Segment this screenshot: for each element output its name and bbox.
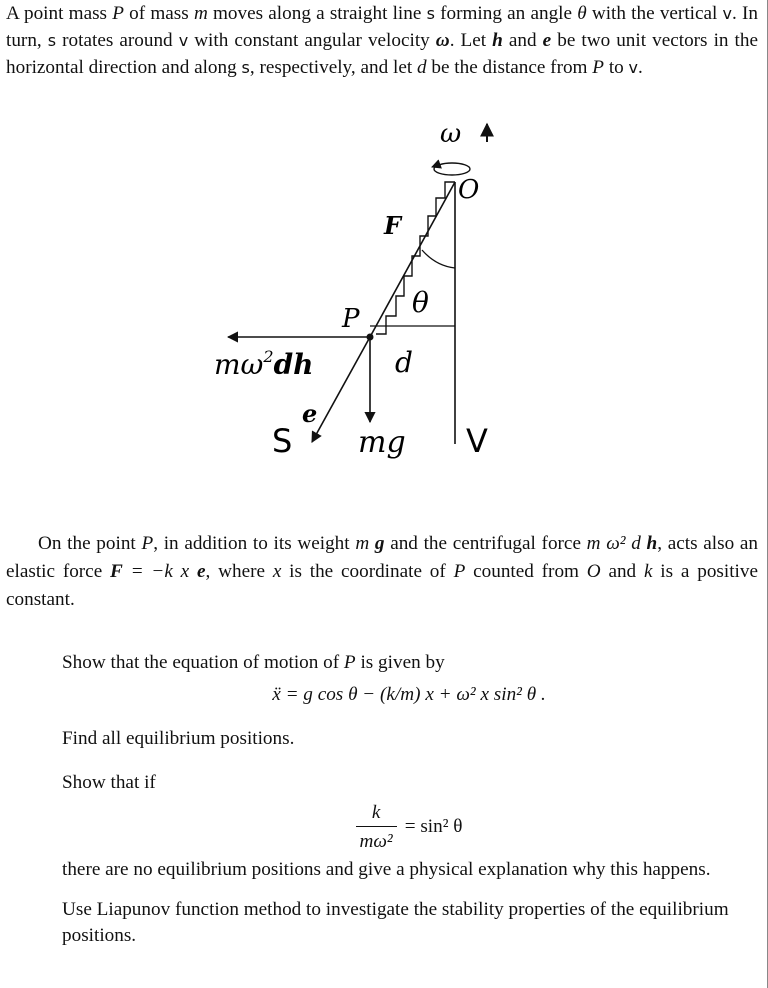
intro-text: and — [502, 30, 543, 51]
condition-equation: $\frac{k}{\text{mω²}}$ = sin² θ — [62, 800, 756, 855]
task-list — [62, 650, 756, 949]
symbol-P: P — [453, 561, 466, 582]
symbol-s: s — [426, 4, 435, 23]
symbol-h: h — [646, 533, 658, 554]
task-liapunov: Use Liapunov function method to investigate the stability properties of the equilibrium positions. — [62, 899, 729, 946]
forces-text: is the coordinate of — [281, 561, 454, 582]
task-equation-of-motion: Show that the equation of motion of P is given by — [62, 652, 445, 673]
intro-text: be the distance from — [426, 57, 593, 78]
fraction: $\frac{k}{\text{mω²}}$ — [356, 800, 397, 855]
forces-text: On the point — [38, 533, 142, 554]
task-equilibrium: Find all equilibrium positions. — [62, 728, 295, 749]
forces-text: is a positive constant. — [6, 561, 758, 610]
symbol-v: v — [178, 31, 189, 50]
symbol-F: F — [110, 561, 123, 582]
F-label: F — [384, 211, 402, 240]
intro-text: moves along a straight line — [207, 3, 427, 24]
O-label: O — [458, 175, 480, 205]
P-label: P — [342, 304, 360, 334]
forces-text: , in addition to its weight — [153, 533, 356, 554]
intro-text: , respectively, and let — [249, 57, 417, 78]
intro-text: . In turn, — [6, 3, 758, 51]
task-no-equilibrium: Show that if — [62, 772, 156, 793]
centrifugal-expr: m ω² d — [586, 533, 647, 554]
intro-text: with the vertical — [586, 3, 723, 24]
intro-text: . Let — [449, 30, 493, 51]
S-label: S — [272, 422, 293, 460]
V-label: V — [466, 422, 488, 460]
e-label: e — [302, 399, 318, 428]
intro-text: to — [604, 57, 629, 78]
symbol-theta: θ — [577, 3, 587, 24]
intro-text: of mass — [123, 3, 194, 24]
symbol-m: m — [193, 3, 208, 24]
symbol-k: k — [643, 561, 653, 582]
symbol-h: h — [492, 30, 503, 51]
forces-text: , where — [205, 561, 273, 582]
mechanics-diagram — [200, 112, 540, 482]
intro-paragraph — [6, 0, 758, 81]
omega-label: ω — [440, 119, 462, 149]
forces-text: and — [600, 561, 644, 582]
forces-text: , acts also an elastic force — [6, 533, 758, 582]
symbol-P: P — [592, 57, 605, 78]
task-no-equilibrium-cont: there are no equilibrium positions and give a physical explanation why this happens. — [62, 859, 711, 880]
symbol-P: P — [141, 533, 154, 554]
centrifugal-label: $m\omega^2dh$ — [214, 347, 314, 381]
symbol-O: O — [586, 561, 601, 582]
symbol-P: P — [343, 652, 356, 673]
symbol-e: e — [197, 561, 206, 582]
intro-text: A point mass — [6, 3, 113, 24]
intro-text: forming an angle — [434, 3, 578, 24]
symbol-v: v — [628, 58, 639, 77]
symbol-x: x — [272, 561, 282, 582]
mg-label: mg — [358, 425, 406, 460]
d-label: d — [395, 346, 413, 379]
symbol-v: v — [722, 4, 733, 23]
forces-text: counted from — [465, 561, 587, 582]
symbol-s: s — [47, 31, 57, 50]
symbol-P: P — [112, 3, 124, 24]
theta-label: θ — [412, 286, 429, 319]
symbol-g: g — [374, 533, 385, 554]
equation-of-motion: ẍ = g cos θ − (k/m) x + ω² x sin² θ . — [272, 684, 546, 705]
symbol-d: d — [416, 57, 427, 78]
elastic-expr: = −k x — [122, 561, 197, 582]
forces-paragraph — [6, 530, 758, 614]
forces-text: and the centrifugal force — [384, 533, 587, 554]
theta-arc — [422, 250, 455, 268]
intro-text: with constant angular velocity — [188, 30, 436, 51]
symbol-e: e — [542, 30, 552, 51]
intro-text: . — [638, 57, 643, 78]
symbol-omega: ω — [435, 30, 450, 51]
symbol-m: m — [355, 533, 370, 554]
symbol-s: s — [241, 58, 250, 77]
intro-text: rotates around — [56, 30, 179, 51]
intro-text: be two unit vectors in the horizontal direction and along — [6, 30, 758, 78]
